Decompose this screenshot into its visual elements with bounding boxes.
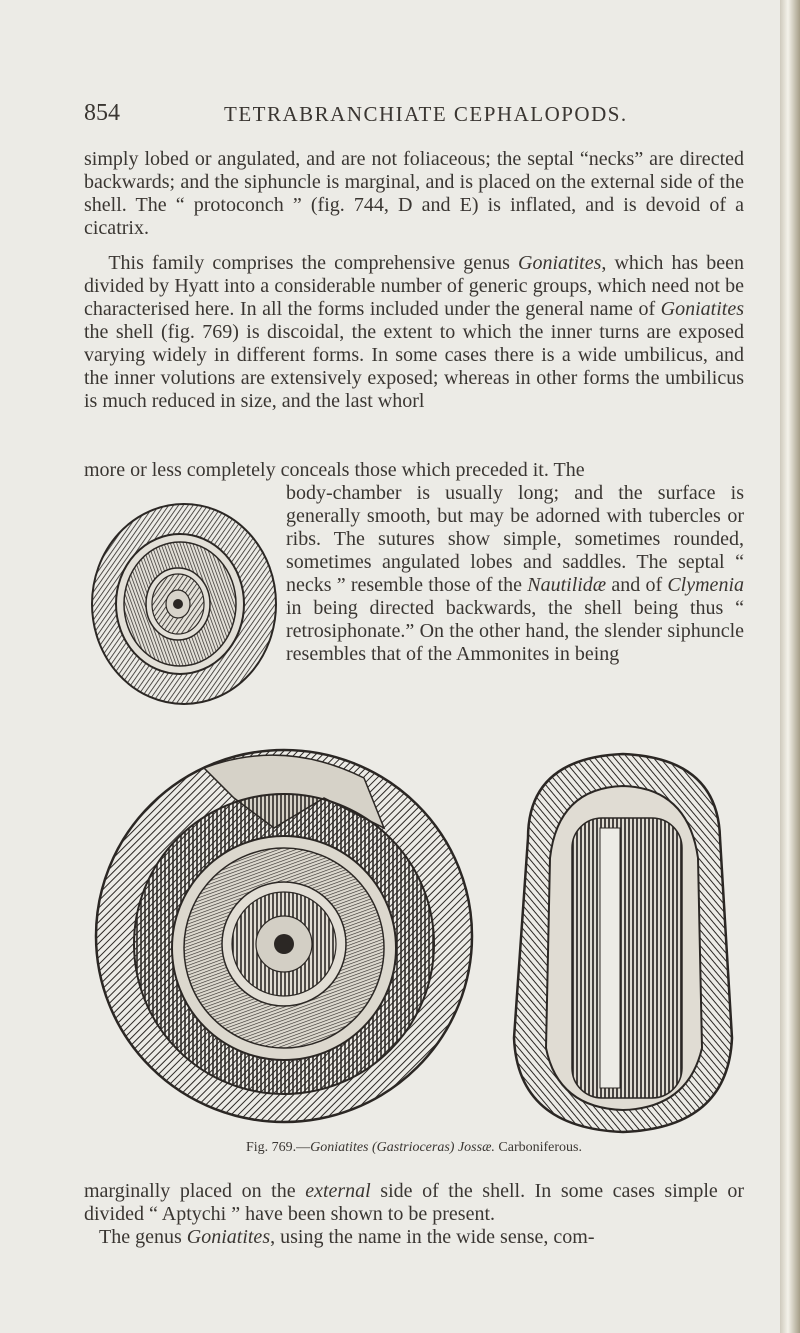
goniatite-frontal-view xyxy=(488,748,758,1138)
paragraph-2-last-line: more or less completely conceals those which preceded it. The xyxy=(84,459,585,481)
running-title: TETRABRANCHIATE CEPHALOPODS. xyxy=(224,102,628,126)
goniatite-lateral-view xyxy=(84,738,478,1128)
paragraph-2: This family comprises the comprehensive genus Goniatites, which has been divided by Hyatt into a considerable number of generic groups, which need not be characterised here. In all the forms included under the general name of Goniatites the shell (fig. 769) is discoidal, the extent to which the inner turns are exposed varying widely in different forms. In some cases there is a wide umbilicus, and the inner volutions are extensively exposed; whereas in other forms the umbilicus is much reduced in size, and the last whorl xyxy=(84,252,745,412)
paragraph-3: marginally placed on the external side of the shell. In some cases simple or divided “ Aptychi ” have been shown to be present. The genus Goniatites, using the name in the wide sense, com- xyxy=(84,1180,744,1248)
figure-caption: Fig. 769.—Goniatites (Gastrioceras) Jossæ. Carboniferous. xyxy=(245,1140,582,1155)
goniatite-small-illustration xyxy=(84,500,280,714)
page-number: 854 xyxy=(84,100,120,126)
paragraph-1: simply lobed or angulated, and are not foliaceous; the septal “necks” are directed backwards; and the siphuncle is marginal, and is placed on the external side of the shell. The “ protoconch ” (fig. 744, D and E) is inflated, and is devoid of a cicatrix. xyxy=(84,148,744,239)
page-header xyxy=(84,96,744,136)
side-column-text: body-chamber is usually long; and the surface is generally smooth, but may be adorned with tubercles or ribs. The sutures show simple, sometimes rounded, sometimes angulated lobes and saddles. The septal “ necks ” resemble those of the Nautilidæ and of Clymenia in being directed backwards, the shell being thus “ retrosiphonate.” On the other hand, the slender siphuncle resembles that of the Ammonites in being xyxy=(286,482,744,665)
book-spine-edge xyxy=(780,0,800,1333)
